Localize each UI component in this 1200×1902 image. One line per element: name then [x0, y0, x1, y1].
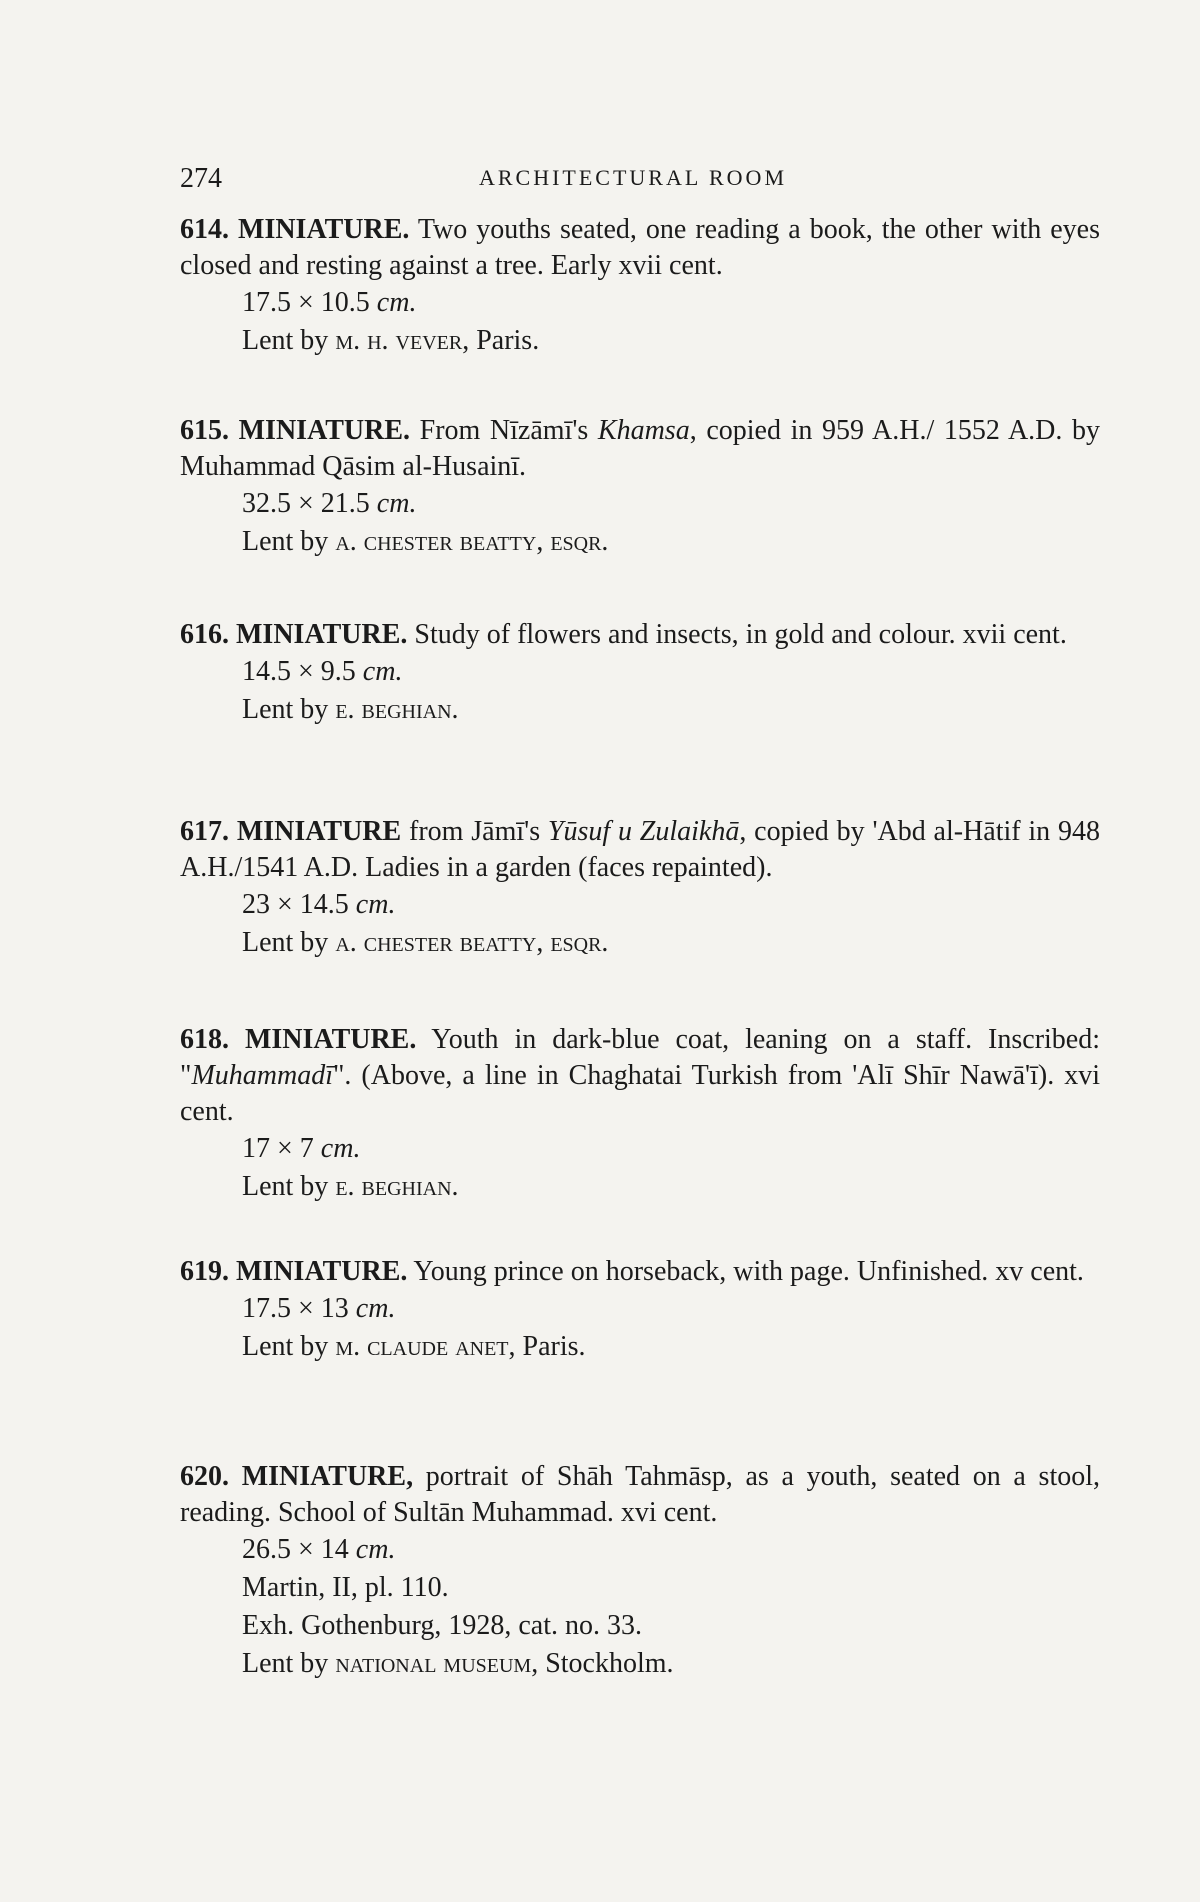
- entry-number: 616.: [180, 619, 229, 650]
- entry-number: 619.: [180, 1256, 229, 1287]
- entry-title: MINIATURE,: [241, 1461, 414, 1492]
- entry-title: MINIATURE.: [238, 415, 411, 446]
- entry-number: 615.: [180, 415, 229, 446]
- entry-dimensions: 26.5 × 14 cm.: [242, 1534, 396, 1565]
- entry-lender: Lent by e. beghian.: [242, 694, 459, 725]
- lender-name: a. chester beatty, esqr.: [335, 927, 609, 958]
- entry-description: 620. MINIATURE, portrait of Shāh Tahmāsp, as a youth, seated on a stool, reading. School of Sultān Muhammad. xvi cent.: [180, 1461, 1100, 1528]
- entry-dimensions: 14.5 × 9.5 cm.: [242, 656, 403, 687]
- entry-lender: Lent by m. h. vever, Paris.: [242, 325, 540, 356]
- entry-title: MINIATURE.: [244, 1024, 417, 1055]
- entry-description: 615. MINIATURE. From Nīzāmī's Khamsa, copied in 959 A.H./ 1552 A.D. by Muhammad Qāsim al-Husainī.: [180, 415, 1101, 482]
- entry-title: MINIATURE.: [236, 619, 408, 650]
- entry-title: MINIATURE: [236, 816, 402, 847]
- lender-name: national museum: [335, 1648, 532, 1679]
- catalogue-entry-617: [180, 814, 1100, 962]
- entry-lender: Lent by national museum, Stockholm.: [242, 1648, 674, 1679]
- lender-name: e. beghian.: [335, 1171, 459, 1202]
- lender-name: e. beghian.: [335, 694, 459, 725]
- entry-dimensions: 17.5 × 10.5 cm.: [242, 287, 417, 318]
- entry-title: MINIATURE.: [238, 214, 410, 245]
- entry-description: 619. MINIATURE. Young prince on horseback, with page. Unfinished. xv cent.: [180, 1256, 1084, 1287]
- page-header: [180, 163, 1086, 199]
- entry-description: 617. MINIATURE from Jāmī's Yūsuf u Zulaikhā, copied by 'Abd al-Hātif in 948 A.H./1541 A.D. Ladies in a garden (faces repainted).: [180, 816, 1100, 883]
- inscription: Muhammadī: [191, 1060, 333, 1091]
- lender-name: m. claude anet: [335, 1331, 509, 1362]
- entry-text: Two youths seated, one reading a book, the other with eyes closed and resting against a tree. Early xvii cent.: [180, 214, 1101, 281]
- catalogue-entry-619: [180, 1254, 1100, 1366]
- entry-lender: Lent by e. beghian.: [242, 1171, 459, 1202]
- page-number: 274: [180, 163, 222, 194]
- entry-number: 617.: [180, 816, 229, 847]
- work-title: Khamsa: [597, 415, 690, 446]
- entry-number: 620.: [180, 1461, 229, 1492]
- entry-dimensions: 23 × 14.5 cm.: [242, 889, 396, 920]
- entry-description: [180, 212, 1100, 284]
- entry-number: 618.: [180, 1024, 229, 1055]
- entry-lender: Lent by a. chester beatty, esqr.: [242, 927, 609, 958]
- entry-exhibition: Exh. Gothenburg, 1928, cat. no. 33.: [242, 1610, 642, 1641]
- catalogue-entry-616: [180, 617, 1100, 729]
- running-head: ARCHITECTURAL ROOM: [478, 165, 788, 190]
- entry-description: 618. MINIATURE. Youth in dark-blue coat, leaning on a staff. Inscribed: "Muhammadī". (Above, a line in Chaghatai Turkish from 'Alī Shīr Nawā'ī). xvi cent.: [180, 1024, 1101, 1127]
- entry-dimensions: 17.5 × 13 cm.: [242, 1293, 396, 1324]
- entry-number: 614.: [180, 214, 229, 245]
- entry-reference: Martin, II, pl. 110.: [242, 1572, 449, 1603]
- entry-lender: Lent by a. chester beatty, esqr.: [242, 526, 609, 557]
- catalogue-entry-614: [180, 212, 1100, 360]
- catalogue-entry-618: [180, 1022, 1100, 1206]
- entry-dimensions: 17 × 7 cm.: [242, 1133, 361, 1164]
- lender-name: a. chester beatty, esqr.: [335, 526, 609, 557]
- entry-title: MINIATURE.: [236, 1256, 408, 1287]
- entry-dimensions: 32.5 × 21.5 cm.: [242, 488, 417, 519]
- entry-description: 616. MINIATURE. Study of flowers and insects, in gold and colour. xvii cent.: [180, 619, 1067, 650]
- catalogue-entry-620: [180, 1459, 1100, 1683]
- work-title: Yūsuf u Zulaikhā: [547, 816, 740, 847]
- entry-lender: Lent by m. claude anet, Paris.: [242, 1331, 586, 1362]
- lender-name: m. h. vever: [335, 325, 463, 356]
- catalogue-entry-615: [180, 413, 1100, 561]
